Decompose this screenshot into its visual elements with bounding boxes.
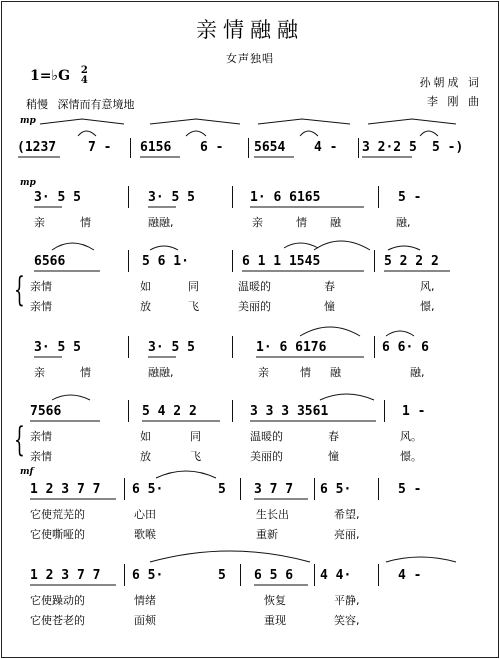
song-title: 亲情融融 <box>196 18 304 42</box>
lyric: 笑容, <box>334 614 360 627</box>
lyric: 飞 <box>188 300 199 313</box>
notes-measure: 6 5· <box>320 482 352 497</box>
notes-measure: 6 5· <box>132 568 164 583</box>
lyric: 风。 <box>400 430 422 443</box>
lyricist-credit: 孙朝成 词 <box>419 76 482 89</box>
notes-measure: 6 5 6 <box>254 568 294 583</box>
lyric: 亲 <box>258 366 269 379</box>
tempo-marking <box>26 96 135 112</box>
lyric: 重现 <box>264 614 286 627</box>
barline <box>240 478 241 500</box>
notes-measure: 6566 <box>34 254 66 269</box>
lyric: 亲情 <box>30 300 52 313</box>
lyric: 憬。 <box>400 450 422 463</box>
notes-measure: 1 - <box>402 404 426 419</box>
lyric: 温暖的 <box>250 430 283 443</box>
lyric: 美丽的 <box>250 450 283 463</box>
tempo-expression: 深情而有意境地 <box>57 98 135 111</box>
notes-measure: 4 - <box>398 568 422 583</box>
time-bottom: 4 <box>80 75 88 86</box>
lyric: 憬, <box>420 300 435 313</box>
barline <box>314 564 315 586</box>
lyric: 亲 <box>34 216 45 229</box>
notes-measure: 5654 <box>254 140 286 155</box>
notes-measure: 5 - <box>398 482 422 497</box>
lyric: 放 <box>140 450 151 463</box>
lyric: 亲情 <box>30 280 52 293</box>
barline <box>128 336 129 358</box>
barline <box>232 186 233 208</box>
lyric: 它使苍老的 <box>30 614 85 627</box>
lyric: 亲情 <box>30 450 52 463</box>
lyric: 歌喉 <box>134 528 156 541</box>
barline <box>232 400 233 422</box>
lyric: 生长出 <box>256 508 289 521</box>
lyric: 春 <box>328 430 339 443</box>
notes-measure: 5 <box>218 568 226 583</box>
lyric: 心田 <box>134 508 156 521</box>
notes-measure: (1237 <box>17 140 57 155</box>
lyric: 融, <box>410 366 425 379</box>
dynamic-mark: mp <box>20 116 36 126</box>
notes-measure: 4 4· <box>320 568 352 583</box>
lyric: 憧 <box>324 300 335 313</box>
notes-measure: 6 5· <box>132 482 164 497</box>
notes-measure: 6 1 1 1545 <box>242 254 321 269</box>
lyric: 如 <box>140 430 151 443</box>
notes-measure: 3· 5 5 <box>34 190 81 205</box>
notes-measure: 6 6· 6 <box>382 340 429 355</box>
barline <box>128 250 129 272</box>
notes-measure: 6156 <box>140 140 172 155</box>
notes-measure: 3 2·2 5 <box>362 140 417 155</box>
notes-measure: 7566 <box>30 404 62 419</box>
notes-measure: 3· 5 5 <box>34 340 81 355</box>
notes-measure: 3 7 7 <box>254 482 294 497</box>
lyric: 融 <box>330 366 341 379</box>
barline <box>384 400 385 422</box>
notes-measure: 5 6 1· <box>142 254 189 269</box>
lyric: 融, <box>396 216 411 229</box>
lyric: 重新 <box>256 528 278 541</box>
barline <box>374 250 375 272</box>
barline <box>128 186 129 208</box>
composer-credit: 李 刚 曲 <box>427 95 482 108</box>
lyric: 放 <box>140 300 151 313</box>
barline <box>124 564 125 586</box>
notes-measure: 7 - <box>88 140 112 155</box>
barline <box>378 186 379 208</box>
lyric: 它使嘶哑的 <box>30 528 85 541</box>
notes-measure: 5 -) <box>432 140 464 155</box>
notes-measure: 1· 6 6176 <box>256 340 327 355</box>
lyric: 情绪 <box>134 594 156 607</box>
lyric: 春 <box>324 280 335 293</box>
key-signature <box>30 66 88 86</box>
verse-brace: { <box>14 270 25 310</box>
notes-measure: 3· 5 5 <box>148 190 195 205</box>
lyric: 情 <box>300 366 311 379</box>
notes-measure: 5 - <box>398 190 422 205</box>
barline <box>248 138 249 158</box>
barline <box>374 336 375 358</box>
lyric: 亮丽, <box>334 528 360 541</box>
barline <box>232 250 233 272</box>
lyric: 面颊 <box>134 614 156 627</box>
dynamic-mark: mp <box>20 178 36 188</box>
notes-measure: 6 - <box>200 140 224 155</box>
lyric: 希望, <box>334 508 360 521</box>
song-subtitle: 女声独唱 <box>226 52 274 65</box>
lyric: 融融, <box>148 216 174 229</box>
barline <box>130 138 131 158</box>
lyric: 恢复 <box>264 594 286 607</box>
lyric: 融 <box>330 216 341 229</box>
lyric: 融融, <box>148 366 174 379</box>
notes-measure: 5 4 2 2 <box>142 404 197 419</box>
verse-brace: { <box>14 420 25 460</box>
notes-measure: 3· 5 5 <box>148 340 195 355</box>
lyric: 憧 <box>328 450 339 463</box>
notes-measure: 1 2 3 7 7 <box>30 482 101 497</box>
time-signature <box>81 66 88 86</box>
lyric: 飞 <box>190 450 201 463</box>
lyric: 美丽的 <box>238 300 271 313</box>
lyric: 亲 <box>34 366 45 379</box>
barline <box>232 336 233 358</box>
lyric: 它使荒芜的 <box>30 508 85 521</box>
lyric: 风, <box>420 280 435 293</box>
lyric: 同 <box>188 280 199 293</box>
lyric: 亲 <box>252 216 263 229</box>
barline <box>314 478 315 500</box>
lyric: 平静, <box>334 594 360 607</box>
barline <box>124 478 125 500</box>
lyric: 情 <box>80 366 91 379</box>
lyric: 亲情 <box>30 430 52 443</box>
lyric: 如 <box>140 280 151 293</box>
lyric: 温暖的 <box>238 280 271 293</box>
barline <box>358 138 359 158</box>
notes-measure: 1· 6 6165 <box>250 190 321 205</box>
dynamic-mark: mf <box>20 467 34 477</box>
notes-measure: 5 <box>218 482 226 497</box>
barline <box>240 564 241 586</box>
barline <box>378 478 379 500</box>
lyric: 情 <box>80 216 91 229</box>
barline <box>378 564 379 586</box>
notes-measure: 5 2 2 2 <box>384 254 439 269</box>
notes-measure: 3 3 3 3561 <box>250 404 329 419</box>
tempo-speed: 稍慢 <box>26 98 48 111</box>
key-label: 1=♭G <box>30 68 71 84</box>
lyric: 同 <box>190 430 201 443</box>
notes-measure: 1 2 3 7 7 <box>30 568 101 583</box>
lyric: 情 <box>296 216 307 229</box>
lyric: 它使躁动的 <box>30 594 85 607</box>
time-top: 2 <box>80 65 88 76</box>
notes-measure: 4 - <box>314 140 338 155</box>
barline <box>128 400 129 422</box>
